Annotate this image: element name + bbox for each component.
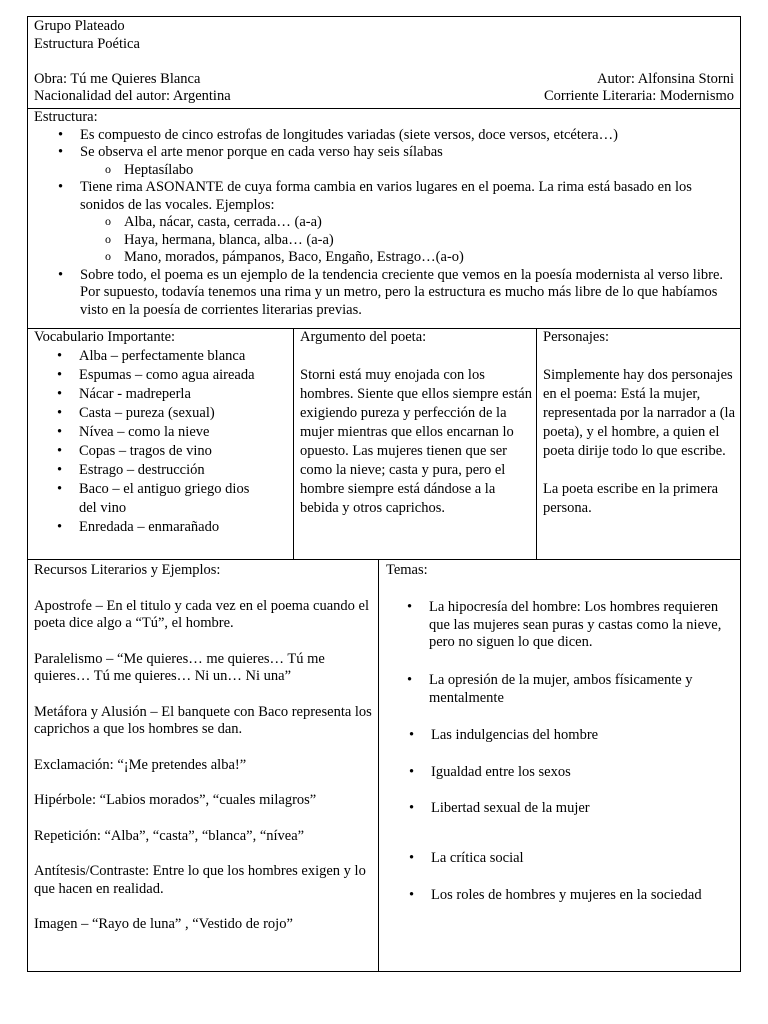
characters-cell	[543, 329, 737, 518]
vocab-item: • Alba – perfectamente blanca	[79, 347, 288, 366]
resource-item: Hipérbole: “Labios morados”, “cuales milagros”	[34, 792, 317, 808]
rhyme-example-2: o Haya, hermana, blanca, alba… (a-a)	[124, 232, 734, 250]
theme-item: • Los roles de hombres y mujeres en la sociedad	[431, 887, 702, 905]
vocab-item: • Casta – pureza (sexual)	[79, 404, 288, 423]
subject-title: Estructura Poética	[34, 35, 140, 52]
vocab-item: • Espumas – como agua aireada	[79, 366, 288, 385]
structure-bullet-2: • Se observa el arte menor porque en cada verso hay seis sílabas	[80, 144, 734, 162]
themes-title: Temas:	[386, 562, 428, 578]
characters-text: Simplemente hay dos personajes en el poema: Está la mujer, representada por la narrador a (la poeta), y el hombre, a quien el poeta dirije todo lo que escribe.	[543, 366, 736, 459]
characters-narration: La poeta escribe en la primera persona.	[543, 480, 719, 516]
divider-resources-themes	[378, 559, 379, 972]
argument-text: Storni está muy enojada con los hombres. Siente que ellos siempre están exigiendo pureza y perfección de la mujer mientras que ellos encarnan lo opuesto. Las mujeres tienen que ser como la nieve; casta y pura, pero el hombre siempre está dándose a la bebida y otros caprichos.	[300, 366, 532, 516]
resource-item: Exclamación: “¡Me pretendes alba!”	[34, 756, 247, 773]
theme-item: • Igualdad entre los sexos	[431, 764, 571, 782]
work-title: Obra: Tú me Quieres Blanca	[34, 70, 201, 87]
structure-title: Estructura:	[34, 109, 98, 125]
resources-cell	[34, 562, 372, 934]
resource-item: Metáfora y Alusión – El banquete con Baco representa los caprichos a que los hombres se dan.	[34, 703, 372, 737]
divider-middle	[27, 559, 741, 560]
structure-cell	[34, 109, 734, 319]
vocab-item: • Copas – tragos de vino	[79, 442, 288, 461]
vocabulary-cell	[34, 329, 288, 537]
divider-argument-characters	[536, 328, 537, 559]
resource-item: Imagen – “Rayo de luna” , “Vestido de rojo”	[34, 916, 293, 932]
vocab-item: • Nácar - madreperla	[79, 385, 288, 404]
rhyme-example-3: o Mano, morados, pámpanos, Baco, Engaño, Estrago…(a-o)	[124, 249, 734, 267]
theme-item: • Libertad sexual de la mujer	[431, 800, 590, 818]
resource-item: Repetición: “Alba”, “casta”, “blanca”, “nívea”	[34, 827, 305, 844]
divider-vocab-argument	[293, 328, 294, 559]
theme-item: • Las indulgencias del hombre	[431, 727, 598, 745]
vocab-item: • Estrago – destrucción	[79, 461, 288, 480]
vocab-item: • Baco – el antiguo griego dios del vino	[79, 480, 259, 518]
resource-item: Paralelismo – “Me quieres… me quieres… Tú me quieres… Tú me quieres… Ni un… Ni una”	[34, 650, 325, 684]
author-nationality: Nacionalidad del autor: Argentina	[34, 88, 231, 104]
vocabulary-title: Vocabulario Importante:	[34, 329, 176, 345]
theme-item: • La crítica social	[431, 850, 524, 868]
argument-cell	[300, 329, 532, 518]
theme-item: • La opresión de la mujer, ambos físicamente y mentalmente	[429, 672, 724, 707]
group-name: Grupo Plateado	[34, 18, 125, 34]
vocab-item: • Nívea – como la nieve	[79, 423, 288, 442]
themes-cell	[386, 562, 736, 903]
structure-sub-bullet: o Heptasílabo	[124, 162, 734, 180]
argument-title: Argumento del poeta:	[300, 329, 427, 345]
characters-title: Personajes:	[543, 329, 610, 345]
theme-item: • La hipocresía del hombre: Los hombres requieren que las mujeres sean puras y castas como la nieve, pero no siguen lo que dicen.	[429, 599, 729, 652]
resources-title: Recursos Literarios y Ejemplos:	[34, 562, 221, 578]
resource-item: Antítesis/Contraste: Entre lo que los hombres exigen y lo que hacen en realidad.	[34, 863, 366, 897]
structure-bullet-3: • Tiene rima ASONANTE de cuya forma cambia en varios lugares en el poema. La rima está basado en los sonidos de las vocales. Ejemplos:	[80, 179, 734, 214]
vocab-item: • Enredada – enmarañado	[79, 518, 288, 537]
author-name: Autor: Alfonsina Storni	[597, 70, 734, 87]
rhyme-example-1: o Alba, nácar, casta, cerrada… (a-a)	[124, 214, 734, 232]
structure-bullet-4: • Sobre todo, el poema es un ejemplo de la tendencia creciente que vemos en la poesía modernista al verso libre. Por supuesto, todavía tenemos una rima y un metro, pero la estructura es mucho más libre de lo que habíamos visto en la poesía de corrientes literarias previas.	[80, 267, 734, 320]
structure-bullet-1: • Es compuesto de cinco estrofas de longitudes variadas (siete versos, doce versos, etcétera…)	[80, 127, 734, 145]
resource-item: Apostrofe – En el titulo y cada vez en el poema cuando el poeta dice algo a “Tú”, el hombre.	[34, 597, 369, 631]
literary-movement: Corriente Literaria: Modernismo	[543, 88, 734, 104]
header-cell	[34, 18, 734, 106]
